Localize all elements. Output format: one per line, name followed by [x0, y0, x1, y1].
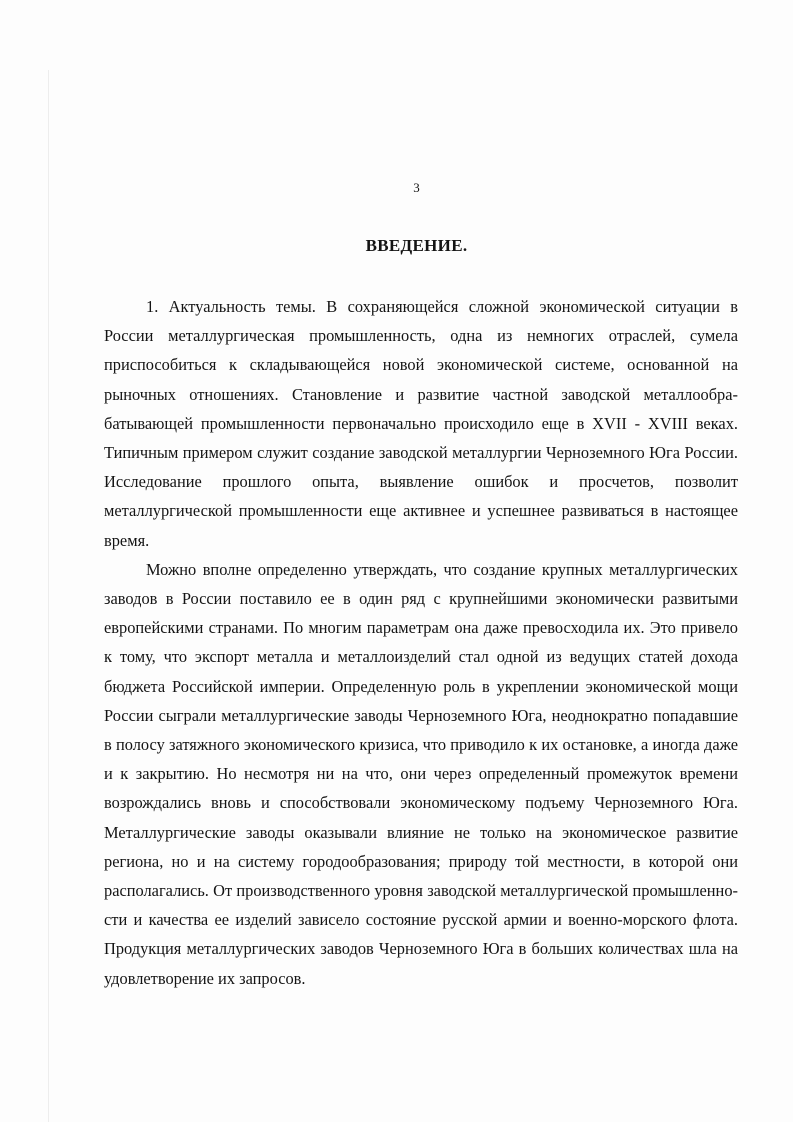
paragraph-metallurgy: Можно вполне определенно утверждать, что создание крупных металлургических заводов в России поставило ее в один ряд с крупнейшими экономически развитыми европейскими странами. По многим параметрам она даже превосходила их. Это привело к тому, что экспорт металла и металлоизделий стал одной из ведущих статей дохода бюджета Российской империи. Определенную роль в укреплении экономической мощи России сыграли металлургические заводы Черноземного Юга, неоднократно попадавшие в полосу затяжного экономического кризиса, что приводило к их остановке, а иногда даже и к закрытию. Но несмотря ни на что, они через определенный промежуток времени возрождались вновь и способствовали экономическому подъему Черноземного Юга. Металлургические заводы оказывали влияние не только на экономическое развитие региона, но и на систему городообразования; природу той местности, в которой они располагались. От производственного уровня заводской металлургической промышленности и качества ее изделий зависело состояние русской армии и военно-морского флота. Продукция металлургических заводов Черноземного Юга в больших количествах шла на удовлетворение их запросов.: [104, 559, 738, 988]
paragraph-relevance: 1. Актуальность темы. В сохраняющейся сложной экономической ситуации в России металлургическая промышленность, одна из немногих отраслей, сумела приспособиться к складывающейся новой экономической системе, основанной на рыночных отношениях. Становление и развитие частной заводской металлообрабатывающей промышленности первоначально происходило еще в XVII - XVIII веках. Типичным примером служит создание заводской металлургии Черноземного Юга России. Исследование прошлого опыта, выявление ошибок и просчетов, позволит металлургической промышленности еще активнее и успешнее развиваться в настоящее время.: [104, 297, 738, 550]
body-text: [104, 292, 738, 993]
page-number: 3: [413, 180, 420, 195]
section-title: ВВЕДЕНИЕ.: [365, 236, 468, 255]
scan-edge-line: [48, 70, 49, 1122]
